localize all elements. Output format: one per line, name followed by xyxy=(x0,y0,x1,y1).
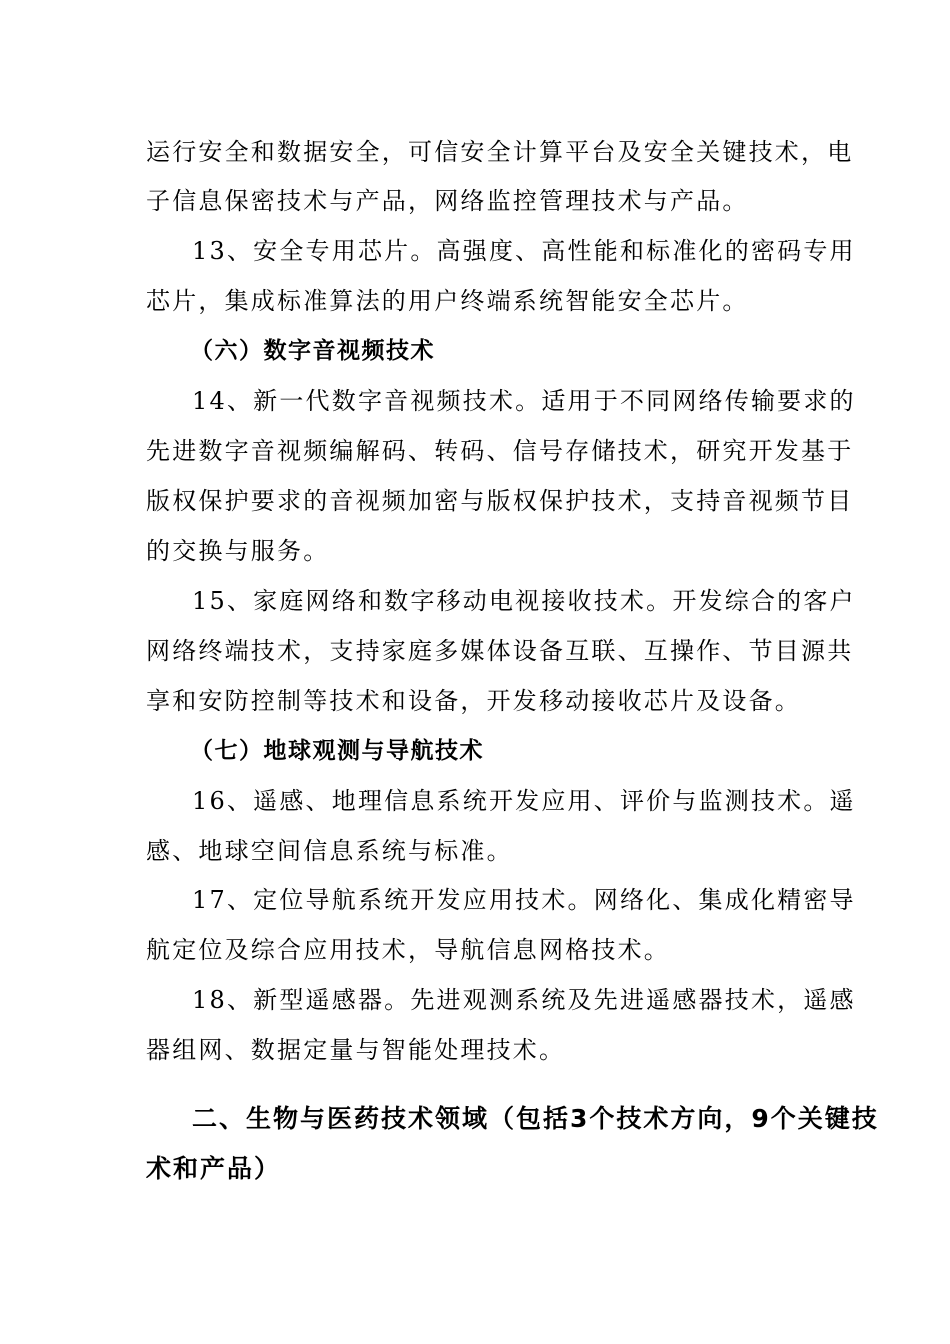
paragraph-line: 运行安全和数据安全，可信安全计算平台及安全关键技术，电 xyxy=(146,138,854,166)
paragraph-line: 芯片，集成标准算法的用户终端系统智能安全芯片。 xyxy=(146,287,749,315)
paragraph-line: 13、安全专用芯片。高强度、高性能和标准化的密码专用 xyxy=(192,237,856,265)
paragraph-line: 先进数字音视频编解码、转码、信号存储技术，研究开发基于 xyxy=(146,437,854,465)
paragraph-line: 17、定位导航系统开发应用技术。网络化、集成化精密导 xyxy=(192,886,856,914)
paragraph-line: 子信息保密技术与产品，网络监控管理技术与产品。 xyxy=(146,187,749,215)
section-heading: （六）数字音视频技术 xyxy=(190,338,435,364)
paragraph-line: 感、地球空间信息系统与标准。 xyxy=(146,837,513,865)
paragraph-line: 18、新型遥感器。先进观测系统及先进遥感器技术，遥感 xyxy=(192,986,856,1014)
paragraph-line: 享和安防控制等技术和设备，开发移动接收芯片及设备。 xyxy=(146,687,801,715)
paragraph-line: 版权保护要求的音视频加密与版权保护技术，支持音视频节目 xyxy=(146,487,854,515)
paragraph-line: 航定位及综合应用技术，导航信息网格技术。 xyxy=(146,936,670,964)
section-heading: （七）地球观测与导航技术 xyxy=(190,738,484,764)
paragraph-line: 16、遥感、地理信息系统开发应用、评价与监测技术。遥 xyxy=(192,787,856,815)
paragraph-line: 15、家庭网络和数字移动电视接收技术。开发综合的客户 xyxy=(192,587,856,615)
paragraph-line: 器组网、数据定量与智能处理技术。 xyxy=(146,1036,566,1064)
chapter-heading: 二、生物与医药技术领域（包括3个技术方向，9个关键技 xyxy=(192,1104,879,1133)
paragraph-line: 的交换与服务。 xyxy=(146,537,330,565)
chapter-heading: 术和产品） xyxy=(146,1154,282,1183)
paragraph-line: 网络终端技术，支持家庭多媒体设备互联、互操作、节目源共 xyxy=(146,637,854,665)
paragraph-line: 14、新一代数字音视频技术。适用于不同网络传输要求的 xyxy=(192,387,856,415)
